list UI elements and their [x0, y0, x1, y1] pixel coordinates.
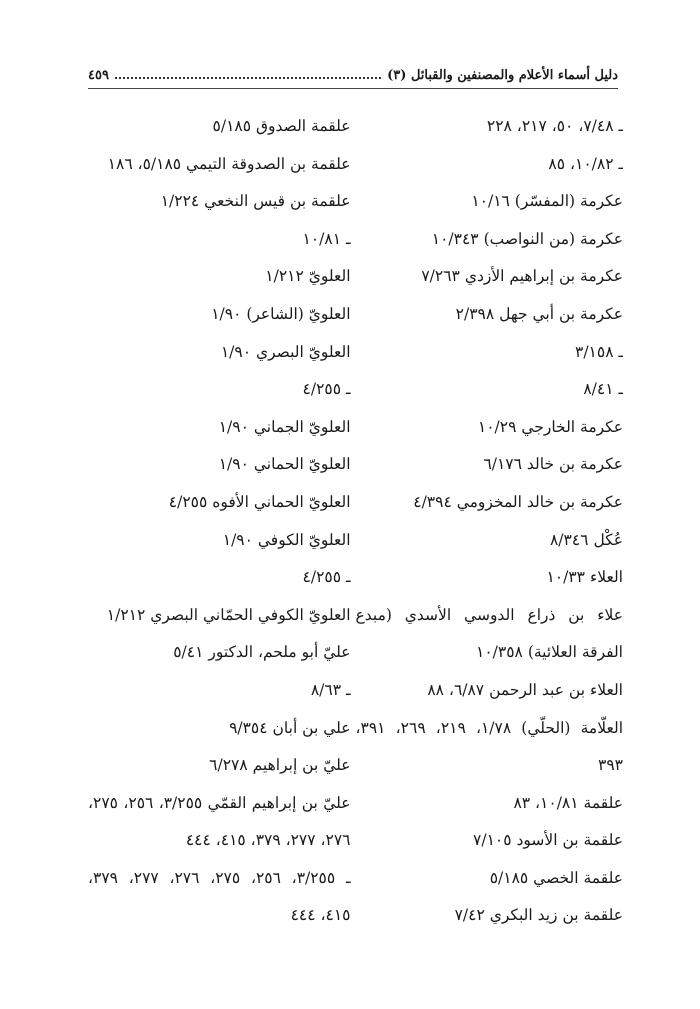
index-entry: عليّ أبو ملحم، الدكتور ٥/٤١ — [173, 643, 351, 662]
index-columns — [88, 108, 623, 925]
index-entry: العلويّ البصري ١/٩٠ — [220, 342, 351, 361]
header-dot-leader — [115, 77, 381, 79]
index-entry: عكرمة بن أبي جهل ٢/٣٩٨ — [455, 304, 623, 323]
running-title: دليل أسماء الأعلام والمصنفين والقبائل (٣) — [387, 67, 618, 83]
index-entry: علقمة بن قيس النخعي ١/٢٢٤ — [160, 192, 351, 211]
index-entry: ـ ٧/٤٨، ٥٠، ٢١٧، ٢٢٨ — [486, 117, 623, 135]
index-entry: ـ ٤/٢٥٥ — [302, 568, 351, 587]
index-entry: العلويّ الجماني ١/٩٠ — [218, 417, 351, 436]
index-entry: عكرمة بن خالد ٦/١٧٦ — [483, 455, 623, 474]
index-entry: علقمة الخصي ٥/١٨٥ — [489, 868, 623, 887]
left-column — [88, 108, 356, 925]
index-entry: ـ ٨/٤١ — [583, 380, 623, 399]
index-entry: العلويّ (الشاعر) ١/٩٠ — [211, 304, 351, 323]
index-entry: عكرمة بن خالد المخزومي ٤/٣٩٤ — [413, 492, 623, 511]
index-entry: العلويّ الكوفي ١/٩٠ — [222, 530, 351, 549]
index-entry: علي بن أبان ٩/٣٥٤ — [229, 718, 351, 737]
index-entry: الفرقة العلائية) ١٠/٣٥٨ — [476, 643, 623, 662]
index-entry: العلويّ الحماني الأفوه ٤/٢٥٥ — [168, 492, 351, 511]
index-entry: عكرمة (المفسّر) ١٠/١٦ — [471, 192, 623, 211]
index-entry: علاء بن ذراع الدوسي الأسدي (مبدع — [355, 605, 623, 624]
index-entry: عليّ بن إبراهيم ٦/٢٧٨ — [209, 756, 351, 775]
index-entry: ـ ٣/٢٥٥، ٢٥٦، ٢٧٥، ٢٧٦، ٢٧٧، ٣٧٩، — [88, 868, 351, 887]
index-entry: العلويّ الكوفي الحمّاني البصري ١/٢١٢ — [106, 605, 351, 624]
index-entry: العلّامة (الحلّي) ١/٧٨، ٢١٩، ٢٦٩، ٣٩١، — [355, 718, 623, 737]
index-entry: علقمة بن الصدوقة التيمي ٥/١٨٥، ١٨٦ — [107, 154, 351, 173]
index-entry: علقمة بن الأسود ٧/١٠٥ — [473, 831, 623, 850]
index-entry: ـ ١٠/٨٢، ٨٥ — [548, 154, 623, 173]
index-entry: العلويّ ١/٢١٢ — [265, 267, 351, 286]
index-entry: عُكْل ٨/٣٤٦ — [549, 530, 623, 549]
page-header — [88, 64, 618, 86]
index-entry: العلاء ١٠/٣٣ — [546, 568, 623, 587]
index-entry: ـ ٤/٢٥٥ — [302, 380, 351, 399]
index-entry: علقمة بن زيد البكري ٧/٤٢ — [454, 906, 623, 925]
index-entry: ٢٧٦، ٢٧٧، ٣٧٩، ٤١٥، ٤٤٤ — [185, 831, 351, 850]
index-entry: ـ ٨/٦٣ — [310, 680, 351, 699]
index-entry: العلويّ الحماني ١/٩٠ — [218, 455, 351, 474]
index-entry: ـ ١٠/٨١ — [302, 229, 351, 248]
index-entry: عكرمة الخارجي ١٠/٢٩ — [477, 417, 623, 436]
index-entry: ـ ٣/١٥٨ — [575, 342, 623, 361]
index-entry: العلاء بن عبد الرحمن ٦/٨٧، ٨٨ — [427, 680, 623, 699]
index-entry: عكرمة بن إبراهيم الأزدي ٧/٢٦٣ — [421, 267, 623, 286]
index-entry: عليّ بن إبراهيم القمّي ٣/٢٥٥، ٢٥٦، ٢٧٥، — [88, 793, 351, 812]
index-entry: ٤١٥، ٤٤٤ — [290, 906, 351, 925]
index-entry: علقمة الصدوق ٥/١٨٥ — [212, 117, 351, 135]
index-entry: عكرمة (من النواصب) ١٠/٣٤٣ — [431, 229, 623, 248]
page-number: ٤٥٩ — [88, 67, 109, 83]
index-entry: علقمة ١٠/٨١، ٨٣ — [513, 793, 623, 812]
index-entry: ٣٩٣ — [598, 756, 623, 775]
right-column — [355, 108, 623, 925]
header-rule — [88, 88, 618, 89]
